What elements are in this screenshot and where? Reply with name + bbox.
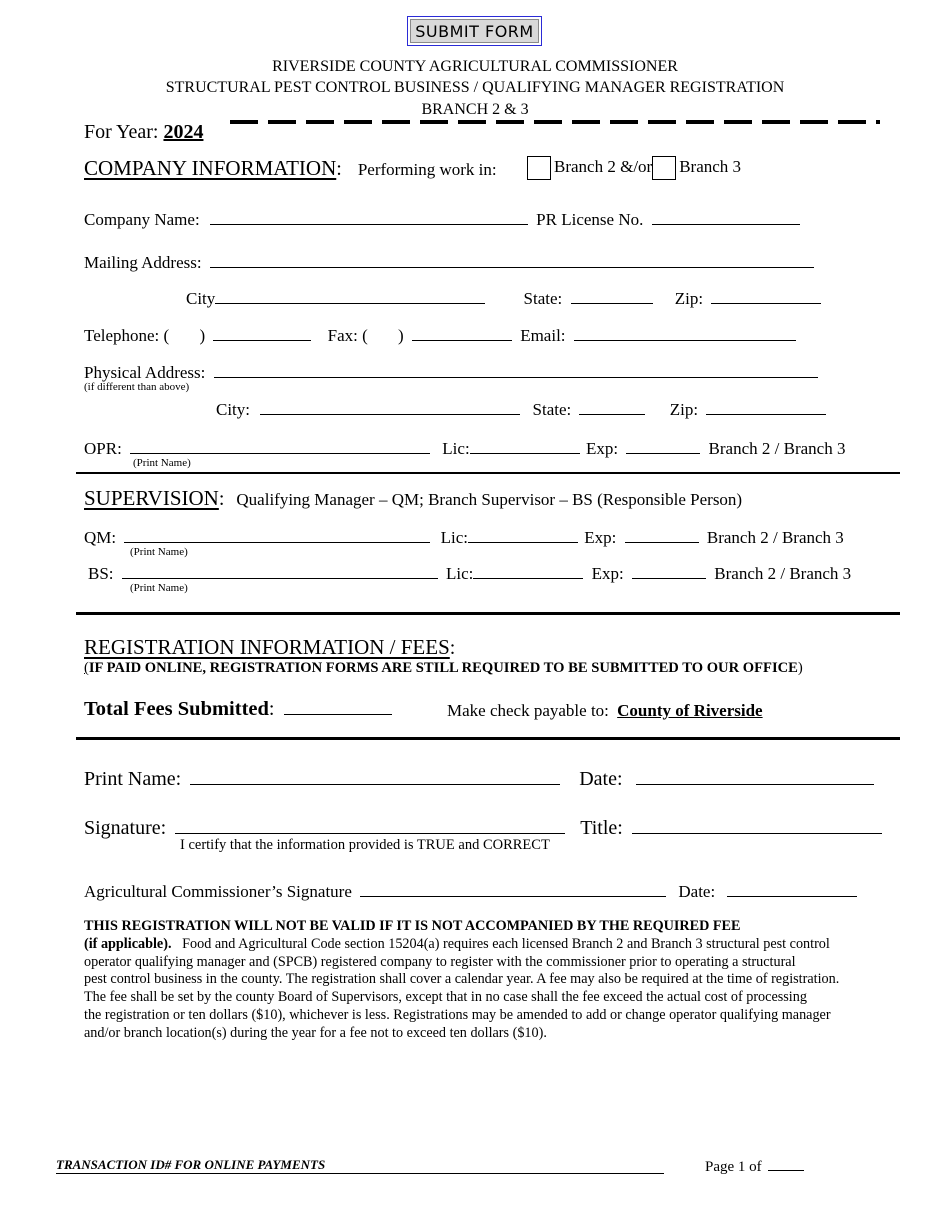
qm-lic-field[interactable] — [468, 525, 578, 543]
disclaimer-line-5: the registration or ten dollars ($10), whichever is less. Registrations may be amended to add or change operator qualifying manager — [84, 1006, 831, 1023]
company-name-label: Company Name: — [84, 210, 200, 229]
bs-exp-label: Exp: — [591, 564, 624, 583]
bs-branches: Branch 2 / Branch 3 — [714, 564, 852, 583]
fax-label: Fax: ( — [327, 326, 368, 345]
transaction-id-row — [56, 1157, 664, 1174]
company-info-heading: COMPANY INFORMATION — [84, 156, 337, 180]
year-row — [84, 121, 203, 144]
physical-zip-field[interactable] — [706, 397, 826, 415]
bs-lic-label: Lic: — [446, 564, 474, 583]
contact-row — [84, 323, 796, 346]
branch3-checkbox[interactable] — [652, 156, 676, 180]
mailing-state-label: State: — [523, 289, 563, 308]
signature-label: Signature: — [84, 817, 167, 839]
registration-note — [84, 660, 803, 677]
company-section-divider — [76, 472, 900, 474]
registration-heading: REGISTRATION INFORMATION / FEES — [84, 635, 450, 659]
qm-exp-label: Exp: — [584, 528, 617, 547]
email-label: Email: — [520, 326, 566, 345]
bs-exp-field[interactable] — [632, 561, 706, 579]
registration-section-divider — [76, 737, 900, 740]
year-value: 2024 — [163, 121, 204, 143]
qm-row — [84, 525, 844, 548]
print-name-label: Print Name: — [84, 768, 182, 790]
mailing-city-row — [186, 286, 821, 309]
opr-exp-field[interactable] — [626, 436, 700, 454]
bs-label: BS: — [88, 564, 114, 583]
telephone-paren-close: ) — [199, 326, 206, 345]
physical-address-note: (if different than above) — [84, 381, 190, 393]
physical-address-label: Physical Address: — [84, 363, 206, 382]
qm-label: QM: — [84, 528, 117, 547]
ag-date-field[interactable] — [727, 879, 857, 897]
qm-exp-field[interactable] — [625, 525, 699, 543]
supervision-colon: : — [218, 488, 225, 510]
ag-signature-field[interactable] — [360, 879, 666, 897]
branch2-checkbox[interactable] — [527, 156, 551, 180]
mailing-zip-field[interactable] — [711, 286, 821, 304]
mailing-zip-label: Zip: — [674, 289, 704, 308]
disclaimer-line-2: operator qualifying manager and (SPCB) registered company to register with the commissioner prior to operating a structural — [84, 953, 796, 970]
company-name-field[interactable] — [210, 207, 528, 225]
title-label: Title: — [580, 817, 623, 839]
company-info-row — [84, 156, 497, 181]
mailing-city-field[interactable] — [215, 286, 485, 304]
registration-note-text: IF PAID ONLINE, REGISTRATION FORMS ARE STILL REQUIRED TO BE SUBMITTED TO OUR OFFICE — [88, 660, 798, 676]
opr-print-name-note: (Print Name) — [133, 457, 191, 469]
branch3-label: Branch 3 — [679, 156, 742, 176]
fees-row: Total Fees Submitted: — [84, 697, 392, 721]
opr-row — [84, 436, 845, 459]
mailing-address-label: Mailing Address: — [84, 253, 202, 272]
registration-row — [84, 635, 455, 660]
physical-address-row — [84, 360, 818, 383]
disclaimer-bold-line: THIS REGISTRATION WILL NOT BE VALID IF IT IS NOT ACCOMPANIED BY THE REQUIRED FEE — [84, 918, 741, 934]
pr-license-label: PR License No. — [536, 210, 644, 229]
disclaimer-text-1: Food and Agricultural Code section 15204(a) requires each licensed Branch 2 and Branch 3 structural pest control — [182, 935, 830, 952]
transaction-id-label: TRANSACTION ID# FOR ONLINE PAYMENTS — [56, 1157, 326, 1172]
mailing-address-row — [84, 250, 814, 273]
physical-address-field[interactable] — [214, 360, 818, 378]
header-dashed-divider — [230, 120, 880, 124]
mailing-address-field[interactable] — [210, 250, 814, 268]
supervision-row — [84, 486, 742, 511]
ag-date-label: Date: — [678, 882, 716, 901]
qm-lic-label: Lic: — [440, 528, 469, 547]
registration-colon: : — [449, 637, 456, 659]
submit-form-button[interactable]: SUBMIT FORM — [407, 16, 542, 46]
bs-lic-field[interactable] — [473, 561, 583, 579]
page-number-row — [705, 1156, 804, 1176]
bs-print-name-note: (Print Name) — [130, 582, 188, 594]
disclaimer-bold-lead: (if applicable). — [84, 935, 172, 952]
supervision-section-divider — [76, 612, 900, 615]
date-field[interactable] — [636, 763, 874, 785]
company-info-colon: : — [336, 158, 342, 180]
header-form-title: STRUCTURAL PEST CONTROL BUSINESS / QUALIFYING MANAGER REGISTRATION — [165, 79, 785, 96]
total-fees-field[interactable] — [284, 697, 392, 715]
mailing-state-field[interactable] — [571, 286, 653, 304]
physical-state-field[interactable] — [579, 397, 645, 415]
page-number-label: Page 1 of — [705, 1159, 762, 1175]
header-agency: RIVERSIDE COUNTY AGRICULTURAL COMMISSIONER — [272, 58, 678, 75]
physical-city-row — [216, 397, 826, 420]
payable-row — [447, 701, 763, 721]
ag-signature-label: Agricultural Commissioner’s Signature — [84, 882, 352, 901]
physical-zip-label: Zip: — [669, 400, 699, 419]
fax-field[interactable] — [412, 323, 512, 341]
opr-lic-label: Lic: — [442, 439, 470, 458]
make-check-label: Make check payable to: — [447, 701, 609, 720]
ag-signature-row — [84, 879, 857, 902]
telephone-field[interactable] — [213, 323, 311, 341]
date-label: Date: — [579, 768, 623, 790]
opr-name-field[interactable] — [130, 436, 430, 454]
header-branch: BRANCH 2 & 3 — [421, 101, 529, 118]
pr-license-field[interactable] — [652, 207, 800, 225]
print-name-field[interactable] — [190, 763, 560, 785]
mailing-city-label: City — [186, 289, 216, 308]
physical-state-label: State: — [532, 400, 572, 419]
telephone-label: Telephone: ( — [84, 326, 170, 345]
qm-branches: Branch 2 / Branch 3 — [706, 528, 844, 547]
registration-note-open: ( — [84, 660, 89, 676]
signature-row — [84, 812, 882, 840]
qm-name-field[interactable] — [124, 525, 430, 543]
bs-name-field[interactable] — [122, 561, 438, 579]
payee-name: County of Riverside — [617, 701, 763, 720]
opr-lic-field[interactable] — [470, 436, 580, 454]
year-label: For Year: — [84, 121, 159, 143]
opr-branches: Branch 2 / Branch 3 — [708, 439, 846, 458]
title-field[interactable] — [632, 812, 882, 834]
branch-checkboxes — [527, 156, 741, 180]
opr-exp-label: Exp: — [585, 439, 619, 458]
fax-paren-close: ) — [398, 326, 404, 345]
disclaimer-line-1 — [84, 936, 924, 954]
certify-note: I certify that the information provided is TRUE and CORRECT — [180, 837, 550, 853]
disclaimer-paragraph — [84, 918, 924, 1043]
registration-note-close: ) — [797, 660, 803, 676]
signature-field[interactable] — [175, 812, 565, 834]
performing-work-label: Performing work in: — [357, 160, 497, 179]
company-name-row — [84, 207, 800, 230]
bs-row — [88, 561, 851, 584]
disclaimer-line-3: pest control business in the county. The registration shall cover a calendar year. A fee may also be required at the time of registration. — [84, 971, 840, 988]
supervision-description: Qualifying Manager – QM; Branch Supervisor – BS (Responsible Person) — [236, 490, 743, 509]
total-fees-label: Total Fees Submitted — [84, 698, 269, 720]
disclaimer-line-6: and/or branch location(s) during the year for a fee not to exceed ten dollars ($10). — [84, 1024, 547, 1041]
physical-city-field[interactable] — [260, 397, 520, 415]
qm-print-name-note: (Print Name) — [130, 546, 188, 558]
supervision-heading: SUPERVISION — [84, 486, 219, 510]
email-field[interactable] — [574, 323, 796, 341]
opr-label: OPR: — [84, 439, 122, 458]
branch2-label: Branch 2 &/or — [554, 156, 653, 176]
disclaimer-line-4: The fee shall be set by the county Board of Supervisors, except that in no case shall the fee exceed the actual cost of processing — [84, 989, 807, 1006]
print-name-row — [84, 763, 874, 791]
physical-city-label: City: — [216, 400, 251, 419]
page-total-field[interactable] — [768, 1156, 804, 1171]
